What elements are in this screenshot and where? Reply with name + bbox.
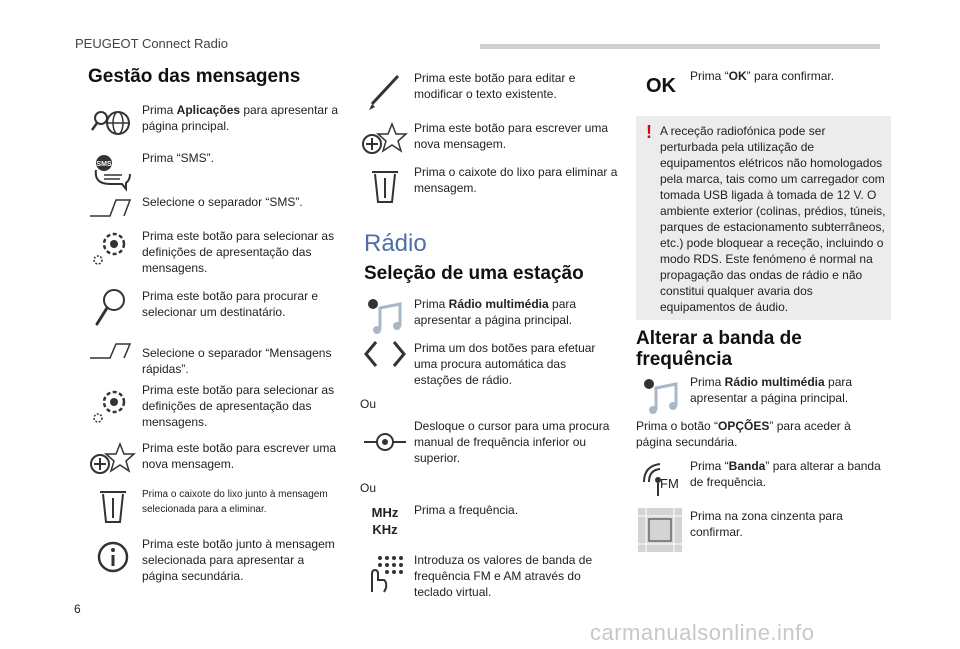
- apps-globe-icon: [88, 102, 138, 144]
- add-favorite-icon: [88, 440, 138, 482]
- row-new-message-2: Prima este botão para escrever uma nova mensagem.: [414, 121, 609, 151]
- grey-zone-icon: [638, 508, 682, 552]
- row-sms: Prima “SMS”.: [142, 151, 214, 165]
- search-icon: [88, 286, 138, 328]
- mhz-label: MHz: [371, 505, 399, 520]
- row-delete-2: Prima o caixote do lixo para eliminar a mensagem.: [414, 165, 618, 195]
- row-radio-media: Prima Rádio multimédia para apresentar a página principal.: [414, 297, 577, 327]
- music-note-icon: [636, 374, 686, 416]
- header-bar: [480, 44, 880, 49]
- row-options: Prima o botão “OPÇÕES” para aceder à página secundária.: [636, 419, 851, 449]
- row-settings-2: Prima este botão para selecionar as definições de apresentação das mensagens.: [142, 383, 335, 429]
- row-delete: Prima o caixote do lixo junto à mensagem selecionada para a eliminar.: [142, 489, 328, 515]
- frequency-unit-icon: [360, 502, 410, 544]
- section-title-radio: Rádio: [364, 230, 427, 257]
- row-edit: Prima este botão para editar e modificar o texto existente.: [414, 71, 576, 101]
- or-label: Ou: [360, 397, 377, 411]
- seek-arrows-icon: [360, 334, 410, 376]
- watermark: carmanualsonline.info: [590, 620, 815, 645]
- warning-text: A receção radiofónica pode ser perturbada pela utilização de equipamentos elétricos não homologados pela marca, tais como um carregador com tomada USB ligada à tomada de 12 V. O ambiente exterior (colinas, prédios, túneis, parques de estacionamento subterrâneos, etc.) pode bloquear a receção, incluindo o modo RDS. Este fenómeno é normal na propagação das ondas de rádio e não constitui qualquer avaria dos equipamentos de áudio.: [660, 124, 886, 314]
- header-brand: PEUGEOT Connect Radio: [75, 36, 228, 51]
- settings-icon: [88, 384, 138, 426]
- khz-label: KHz: [372, 522, 398, 537]
- row-radio-media-2: Prima Rádio multimédia para apresentar a página principal.: [690, 375, 853, 405]
- fm-label: FM: [660, 476, 679, 491]
- row-search: Prima este botão para procurar e selecionar um destinatário.: [142, 289, 319, 319]
- music-note-icon: [360, 294, 410, 336]
- row-seek: Prima um dos botões para efetuar uma procura automática das estações de rádio.: [414, 341, 596, 387]
- tab-icon: [88, 186, 138, 228]
- pencil-icon: [360, 72, 410, 114]
- section-title-messages: Gestão das mensagens: [88, 66, 301, 87]
- svg-text:SMS: SMS: [96, 161, 112, 168]
- settings-icon: [88, 226, 138, 268]
- row-frequency: Prima a frequência.: [414, 503, 519, 517]
- trash-icon: [360, 166, 410, 208]
- tuner-slider-icon: [360, 420, 410, 462]
- tab-icon: [88, 338, 138, 380]
- section-title-band: Alterar a banda de frequência: [636, 328, 802, 370]
- warning-note: [636, 116, 891, 320]
- row-band: Prima “Banda” para alterar a banda de frequência.: [690, 459, 881, 489]
- row-new-message: Prima este botão para escrever uma nova mensagem.: [142, 441, 337, 471]
- row-quick-tab: Selecione o separador “Mensagens rápidas”.: [142, 346, 332, 376]
- trash-icon: [88, 486, 138, 528]
- row-ok: Prima “OK” para confirmar.: [690, 69, 835, 83]
- row-apps: Prima Aplicações para apresentar a página principal.: [142, 103, 339, 133]
- row-sms-tab: Selecione o separador “SMS”.: [142, 195, 303, 209]
- subtitle-station: Seleção de uma estação: [364, 263, 584, 284]
- add-favorite-icon: [360, 120, 410, 162]
- row-manual-tune: Desloque o cursor para uma procura manual de frequência inferior ou superior.: [414, 419, 610, 465]
- row-grey-zone: Prima na zona cinzenta para confirmar.: [690, 509, 843, 539]
- row-settings: Prima este botão para selecionar as definições de apresentação das mensagens.: [142, 229, 335, 275]
- warning-mark: !: [646, 122, 652, 142]
- info-icon: [88, 536, 138, 578]
- ok-icon: OK: [646, 75, 676, 97]
- or-label: Ou: [360, 481, 377, 495]
- keypad-icon: [360, 552, 410, 594]
- row-keypad: Introduza os valores de banda de frequência FM e AM através do teclado virtual.: [414, 553, 593, 599]
- page-number: 6: [74, 602, 81, 616]
- row-info: Prima este botão junto à mensagem selecionada para apresentar a página secundária.: [142, 537, 335, 583]
